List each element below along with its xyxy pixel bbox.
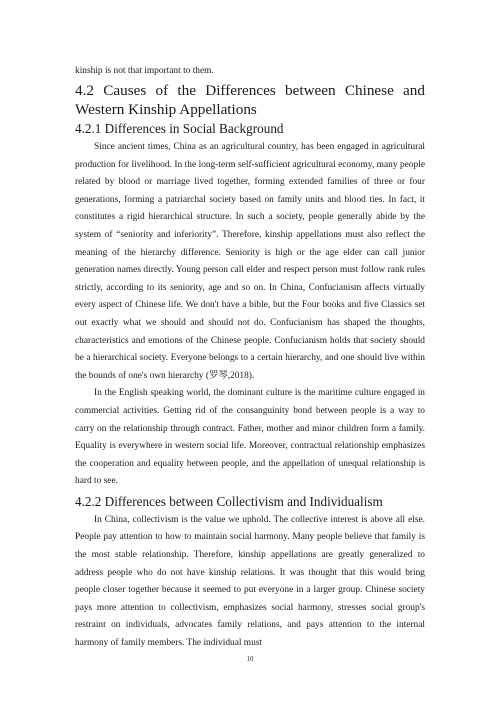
continued-text: kinship is not that important to them. bbox=[75, 66, 214, 76]
paragraph: In China, collectivism is the value we uphold. The collective interest is above all else. People pay attention to how to maintain social harmony. Many people believe that family is the most stable relationship. Therefore, kinship appellations are greatly generalized to address people who do not have kinship relations. It was thought that this would bring people closer together because it seemed to put everyone in a larger group. Chinese society pays more attention to collectivism, emphasizes social harmony, stresses social group's restraint on individuals, advocates family relations, and pays attention to the internal harmony of family members. The individual must bbox=[75, 514, 425, 649]
paragraph: In the English speaking world, the dominant culture is the maritime culture engaged in commercial activities. Getting rid of the consanguinity bond between people is a way to carry on the relationship through contract. Father, mother and minor children form a family. Equality is everywhere in western social life. Moreover, contractual relationship emphasizes the cooperation and equality between people, and the appellation of unequal relationship is hard to see. bbox=[75, 388, 425, 487]
paragraph: Since ancient times, China as an agricultural country, has been engaged in agricultural production for livelihood. In the long-term self-sufficient agricultural economy, many people related by blood or marriage lived together, forming extended families of three or four generations, forming a patriarchal society based on family units and blood ties. In fact, it constitutes a rigid hierarchical structure. In such a society, people generally abide by the system of “seniority and inferiority”. Therefore, kinship appellations must also reflect the meaning of the hierarchy difference. Seniority is high or the age elder can call junior generation names directly. Young person call elder and respect person must follow rank rules strictly, according to its seniority, age and so on. In China, Confucianism affects virtually every aspect of Chinese life. We don't have a bible, but the Four books and five Classics set out exactly what we should and should not do. Confucianism has shaped the thoughts, characteristics and emotions of the Chinese people. Confucianism holds that society should be a hierarchical society. Everyone belongs to a certain hierarchy, and one should live within the bounds of one's own hierarchy (罗琴,2018). bbox=[75, 142, 425, 381]
section-heading: 4.2 Causes of the Differences between Chinese and Western Kinship Appellations bbox=[75, 82, 425, 118]
subsection-heading-collectivism: 4.2.2 Differences between Collectivism and Individualism bbox=[75, 493, 383, 509]
subsection-heading-social-background: 4.2.1 Differences in Social Background bbox=[75, 121, 284, 136]
page-number: 10 bbox=[246, 655, 254, 663]
page-body bbox=[75, 62, 425, 653]
